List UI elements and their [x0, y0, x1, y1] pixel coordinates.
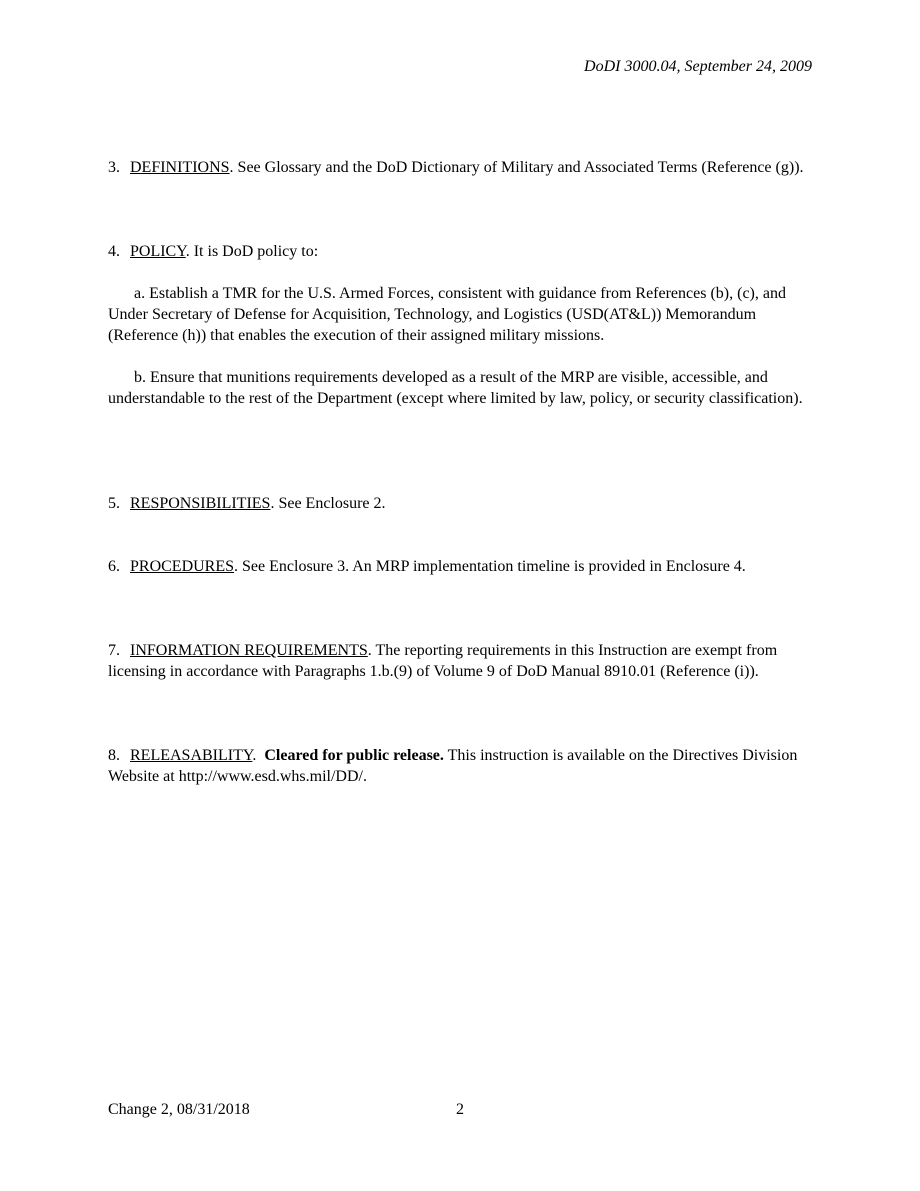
- policy-item-a: a. Establish a TMR for the U.S. Armed Forces, consistent with guidance from References (b), (c), and Under Secretary of Defense for Acquisition, Technology, and Logistics (USD(AT&L)) Memorandum (Reference (h)) that enables the execution of their assigned military missions.: [108, 285, 786, 344]
- section-policy: [108, 241, 812, 409]
- releasability-paragraph: [108, 745, 812, 787]
- information-requirements-paragraph: [108, 640, 812, 682]
- section-heading: POLICY: [130, 243, 186, 260]
- section-number: 6.: [108, 558, 120, 575]
- section-number: 4.: [108, 243, 120, 260]
- section-text: . See Glossary and the DoD Dictionary of Military and Associated Terms (Reference (g)).: [229, 159, 804, 176]
- footer-change-note: Change 2, 08/31/2018: [108, 1101, 250, 1118]
- section-number: 7.: [108, 642, 120, 659]
- footer-page-number: 2: [456, 1101, 464, 1118]
- section-text: . See Enclosure 3. An MRP implementation timeline is provided in Enclosure 4.: [234, 558, 746, 575]
- policy-paragraph: [108, 241, 812, 262]
- section-text: . The reporting requirements in this Instruction are exempt from licensing in accordance with Paragraphs 1.b.(9) of Volume 9 of DoD Manual 8910.01 (Reference (i)).: [108, 642, 778, 680]
- policy-item-b: b. Ensure that munitions requirements developed as a result of the MRP are visible, accessible, and understandable to the rest of the Department (except where limited by law, policy, or security classification).: [108, 369, 803, 407]
- section-responsibilities: [108, 493, 812, 514]
- section-number: 8.: [108, 747, 120, 764]
- section-number: 3.: [108, 159, 120, 176]
- section-number: 5.: [108, 495, 120, 512]
- section-separator: .: [252, 747, 265, 764]
- section-heading: PROCEDURES: [130, 558, 235, 575]
- section-releasability: [108, 745, 812, 787]
- responsibilities-paragraph: [108, 493, 812, 514]
- section-heading: RELEASABILITY: [130, 747, 253, 764]
- section-text: . It is DoD policy to:: [185, 243, 319, 260]
- procedures-paragraph: [108, 556, 812, 577]
- section-heading: RESPONSIBILITIES: [130, 495, 271, 512]
- section-text: . See Enclosure 2.: [270, 495, 386, 512]
- section-heading: INFORMATION REQUIREMENTS: [130, 642, 368, 659]
- public-release-notice: Cleared for public release.: [264, 747, 444, 764]
- definitions-paragraph: [108, 157, 812, 178]
- section-definitions: [108, 157, 812, 178]
- section-procedures: [108, 556, 812, 577]
- section-information-requirements: [108, 640, 812, 682]
- page-header: DoDI 3000.04, September 24, 2009: [584, 58, 812, 75]
- section-heading: DEFINITIONS: [130, 159, 230, 176]
- section-text: This instruction is available on the Directives Division Website at http://www.esd.whs.mil/DD/.: [108, 747, 798, 785]
